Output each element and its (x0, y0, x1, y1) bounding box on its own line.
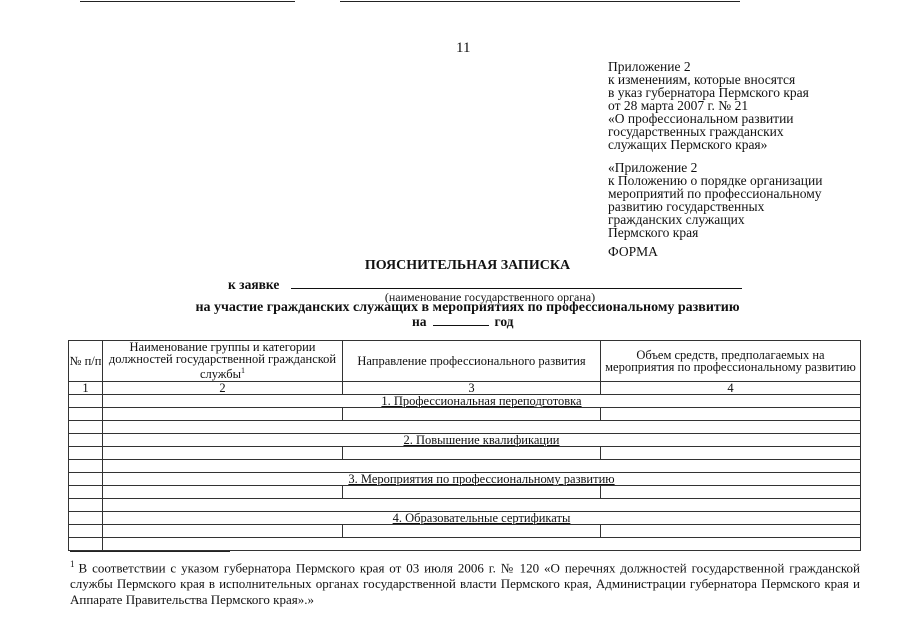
section-row (69, 512, 861, 525)
column-number: 3 (343, 382, 601, 395)
document-title: ПОЯСНИТЕЛЬНАЯ ЗАПИСКА (364, 258, 571, 273)
appendix-line: «Приложение 2 (608, 160, 698, 175)
appendix-line: развитию государственных (608, 199, 765, 214)
appendix-line: к Положению о порядке организации (608, 173, 823, 188)
column-number: 4 (601, 382, 861, 395)
appendix-line: служащих Пермского края» (608, 137, 768, 152)
section-cell-empty (69, 395, 103, 408)
header-cell-number: № п/п (69, 341, 103, 382)
appendix-line: «О профессиональном развитии (608, 111, 794, 126)
appendix-line: в указ губернатора Пермского края (608, 85, 809, 100)
year-blank (433, 314, 489, 326)
request-label: к заявке (228, 277, 280, 292)
header-position-text: Наименование группы и категории должностей государственной гражданской службы (108, 340, 337, 382)
table-header-row (69, 341, 861, 382)
appendix-line: гражданских служащих (608, 212, 745, 227)
header-cell-funds: Объем средств, предполагаемых на мероприятия по профессиональному развитию (601, 341, 861, 382)
footnote (70, 556, 860, 608)
document-subtitle: на участие гражданских служащих в мероприятиях по профессиональному развитию (195, 300, 740, 315)
table-row (69, 408, 861, 421)
section-row (69, 395, 861, 408)
appendix-line: Пермского края (608, 225, 699, 240)
appendix-line: мероприятий по профессиональному (608, 186, 822, 201)
section-label: 1. Профессиональная переподготовка (103, 395, 861, 408)
request-caption: (наименование государственного органа) (384, 290, 596, 304)
year-line (412, 314, 514, 330)
section-label: 4. Образовательные сертификаты (103, 512, 861, 525)
section-row (69, 434, 861, 447)
appendix-line: от 28 марта 2007 г. № 21 (608, 98, 749, 113)
section-label: 2. Повышение квалификации (103, 434, 861, 447)
table-row (69, 499, 861, 512)
page-number: 11 (456, 40, 471, 56)
table-row (69, 486, 861, 499)
top-rule-right (340, 1, 740, 2)
section-cell-empty (69, 434, 103, 447)
footnote-marker: 1 (70, 559, 75, 569)
section-row (69, 473, 861, 486)
column-number: 2 (103, 382, 343, 395)
footnote-mark: 1 (241, 366, 246, 376)
table-row (69, 460, 861, 473)
table-row (69, 447, 861, 460)
table-row (69, 421, 861, 434)
appendix-block (608, 60, 878, 258)
year-prefix: на (412, 314, 427, 329)
appendix-line: к изменениям, которые вносятся (608, 72, 796, 87)
request-blank-line (291, 288, 742, 289)
section-label: 3. Мероприятия по профессиональному развитию (103, 473, 861, 486)
section-cell-empty (69, 512, 103, 525)
section-cell-empty (69, 473, 103, 486)
year-suffix: год (494, 314, 514, 329)
form-table (68, 340, 861, 551)
table-row (69, 525, 861, 538)
appendix-line: Приложение 2 (608, 59, 691, 74)
column-numbers-row (69, 382, 861, 395)
form-label: ФОРМА (608, 244, 658, 259)
column-number: 1 (69, 382, 103, 395)
footnote-text: В соответствии с указом губернатора Пермского края от 03 июля 2006 г. № 120 «О перечнях должностей государственной гражданской службы Пермского края в исполнительных органах государственной власти Пермского края, Администрации губернатора Пермского края и Аппарате Правительства Пермского края».» (70, 560, 860, 608)
header-cell-direction: Направление профессионального развития (343, 341, 601, 382)
footnote-rule (70, 551, 230, 552)
table-row (69, 538, 861, 551)
top-rule-left (80, 1, 295, 2)
header-cell-position-group (103, 341, 343, 382)
appendix-line: государственных гражданских (608, 124, 784, 139)
